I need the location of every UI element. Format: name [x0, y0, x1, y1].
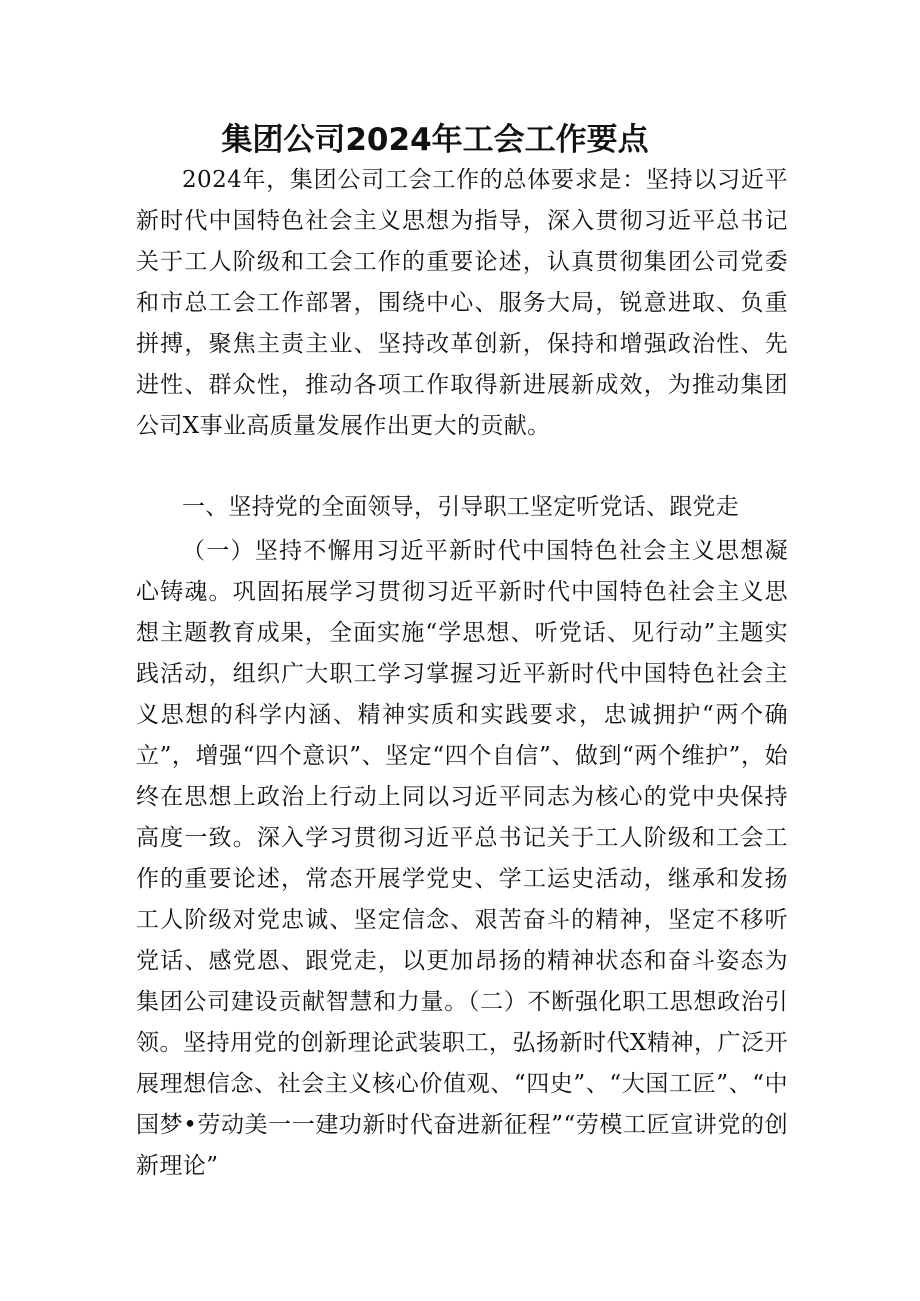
section-1-paragraph: （一）坚持不懈用习近平新时代中国特色社会主义思想凝心铸魂。巩固拓展学习贯彻习近平新时代中国特色社会主义思想主题教育成果，全面实施“学思想、听党话、见行动”主题实践活动，组织广大职工学习掌握习近平新时代中国特色社会主义思想的科学内涵、精神实质和实践要求，忠诚拥护“两个确立”，增强“四个意识”、坚定“四个自信”、做到“两个维护”，始终在思想上政治上行动上同以习近平同志为核心的党中央保持高度一致。深入学习贯彻习近平总书记关于工人阶级和工会工作的重要论述，常态开展学党史、学工运史活动，继承和发扬工人阶级对党忠诚、坚定信念、艰苦奋斗的精神，坚定不移听党话、感党恩、跟党走，以更加昂扬的精神状态和奋斗姿态为集团公司建设贡献智慧和力量。（二）不断强化职工思想政治引领。坚持用党的创新理论武装职工，弘扬新时代X精神，广泛开展理想信念、社会主义核心价值观、“四史”、“大国工匠”、“中国梦•劳动美一一建功新时代奋进新征程”“劳模工匠宣讲党的创新理论”	[136, 538, 788, 1179]
intro-paragraph: 2024年，集团公司工会工作的总体要求是：坚持以习近平新时代中国特色社会主义思想为指导，深入贯彻习近平总书记关于工人阶级和工会工作的重要论述，认真贯彻集团公司党委和市总工会工作部署，围绕中心、服务大局，锐意进取、负重拼搏，聚焦主责主业、坚持改革创新，保持和增强政治性、先进性、群众性，推动各项工作取得新进展新成效，为推动集团公司X事业高质量发展作出更大的贡献。	[136, 167, 788, 439]
section-heading-1: 一、坚持党的全面领导，引导职工坚定听党话、跟党走	[182, 494, 739, 520]
document-title: 集团公司2024年工会工作要点	[221, 122, 649, 158]
